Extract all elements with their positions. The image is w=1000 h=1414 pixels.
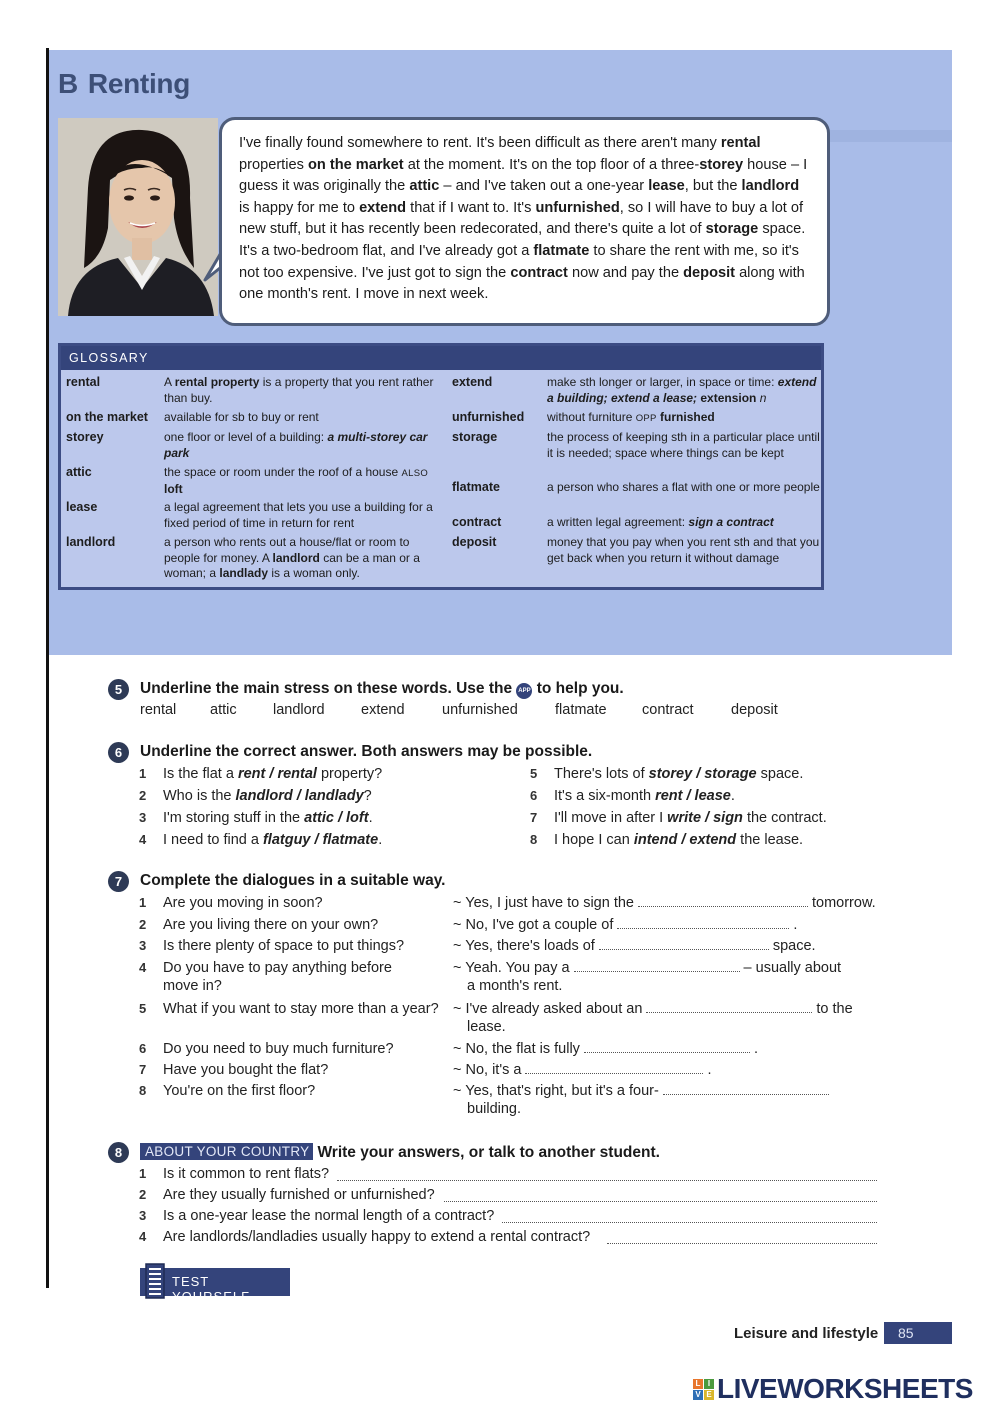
item-text: the contract. <box>742 810 827 826</box>
text-segment: that if I want to. It's <box>406 199 536 216</box>
glossary-heading: GLOSSARY <box>61 346 821 370</box>
item-sentence <box>554 787 735 805</box>
item-text: the lease. <box>736 832 804 848</box>
question-text: Are you living there on your own? <box>163 917 379 933</box>
text-segment: attic <box>409 178 440 195</box>
answer-line[interactable] <box>337 1179 877 1181</box>
item-text: . <box>368 810 373 826</box>
answer-text: ~ Yes, there's loads of <box>453 938 595 954</box>
text-segment: a person who shares a flat with one or more people <box>547 480 820 494</box>
answer-text: to the <box>816 1001 853 1017</box>
stress-word[interactable]: rental <box>140 702 177 718</box>
answer-options[interactable]: write / sign <box>667 810 743 826</box>
item-number: 5 <box>139 1001 147 1016</box>
answer-options[interactable]: attic / loft <box>304 810 369 826</box>
text-segment: now and pay the <box>567 264 684 281</box>
answer-blank[interactable] <box>617 916 789 929</box>
text-segment: unfurnished <box>535 199 620 216</box>
test-yourself-label: TEST YOURSELF <box>172 1274 251 1304</box>
glossary-term: on the market <box>66 410 148 424</box>
glossary-term: extend <box>452 375 493 389</box>
text-segment: landlord <box>272 550 320 565</box>
item-number: 6 <box>139 1041 147 1056</box>
question-text: What if you want to stay more than a year? <box>163 1001 439 1017</box>
text-segment: A <box>164 375 175 389</box>
text-segment: extension <box>700 390 757 405</box>
exercise-8-title <box>140 1143 660 1162</box>
text-segment: money that you pay when you rent sth and that you get back when you return it without damage <box>547 535 820 565</box>
text-segment: , but the <box>684 178 742 195</box>
answer-blank[interactable] <box>663 1082 829 1095</box>
answer-line[interactable] <box>444 1200 877 1202</box>
stress-word[interactable]: unfurnished <box>442 702 518 718</box>
item-number: 7 <box>139 1062 147 1077</box>
text-segment: deposit <box>683 264 736 281</box>
glossary-term: contract <box>452 515 502 529</box>
exercise-7-answer <box>453 937 816 955</box>
text-segment: OPP <box>635 413 657 424</box>
question-text: Are landlords/landladies usually happy to extend a rental contract? <box>163 1229 591 1245</box>
question-text: Is it common to rent flats? <box>163 1166 330 1182</box>
app-icon[interactable]: APP <box>516 683 532 699</box>
footer-section-label: Leisure and lifestyle <box>734 1325 879 1342</box>
item-number: 3 <box>139 1208 147 1223</box>
item-text: space. <box>756 766 804 782</box>
exercise-7-answer <box>453 916 797 934</box>
speech-text <box>239 133 813 306</box>
answer-options[interactable]: rent / rental <box>237 766 317 782</box>
question-text: Is a one-year lease the normal length of a contract? <box>163 1208 495 1224</box>
question-text: Are you moving in soon? <box>163 895 323 911</box>
glossary-term: storage <box>452 430 498 444</box>
exercise-8-number: 8 <box>108 1142 129 1163</box>
answer-text: ~ No, I've got a couple of <box>453 917 614 933</box>
glossary-definition <box>547 480 821 496</box>
glossary-definition <box>164 430 436 461</box>
item-text: It's a six-month <box>554 788 656 804</box>
item-sentence <box>554 809 827 827</box>
text-segment: space. It's a two-bedroom flat, and I've already got a <box>239 221 806 259</box>
stress-word[interactable]: attic <box>210 702 237 718</box>
liveworksheets-logo <box>693 1374 973 1404</box>
text-segment: available for sb to buy or rent <box>164 410 319 424</box>
item-text: I'm storing stuff in the <box>163 810 305 826</box>
exercise-7-answer <box>453 1061 711 1079</box>
answer-blank[interactable] <box>584 1040 750 1053</box>
glossary-term: rental <box>66 375 101 389</box>
glossary-definition <box>164 375 436 406</box>
stress-word[interactable]: flatmate <box>555 702 607 718</box>
question-text: Do you have to pay anything before <box>163 960 392 976</box>
item-number: 3 <box>139 938 147 953</box>
text-segment: a multi-storey car park <box>164 430 428 460</box>
glossary-definition <box>164 535 436 582</box>
text-segment: at the moment. It's on the top floor of a three- <box>403 156 700 173</box>
text-segment: rental <box>720 135 761 151</box>
exercise-8-title-text: Write your answers, or talk to another student. <box>317 1144 660 1161</box>
stress-word[interactable]: landlord <box>273 702 325 718</box>
item-number: 1 <box>139 1166 147 1181</box>
item-text: . <box>730 788 735 804</box>
text-segment: n <box>756 390 767 405</box>
text-segment: a legal agreement that lets you use a building for a fixed period of time in return for rent <box>164 500 433 530</box>
exercise-7-answer-cont: a month's rent. <box>467 978 563 994</box>
answer-text: ~ I've already asked about an <box>453 1001 643 1017</box>
text-segment: flatmate <box>533 242 590 259</box>
question-text: Are they usually furnished or unfurnished? <box>163 1187 435 1203</box>
exercise-5-title-a: Underline the main stress on these words. Use the <box>140 680 513 697</box>
answer-options[interactable]: rent / lease <box>655 788 731 804</box>
text-segment: is a woman only. <box>268 566 360 580</box>
text-segment: to share the rent with me, so it's not too expensive. I've just got to sign the <box>239 242 799 281</box>
answer-text: ~ Yes, that's right, but it's a four- <box>453 1083 659 1099</box>
exercise-6-number: 6 <box>108 742 129 763</box>
question-text: Do you need to buy much furniture? <box>163 1041 394 1057</box>
answer-text: . <box>753 1041 758 1057</box>
text-segment: can be a man or a woman; a <box>164 550 420 580</box>
item-number: 8 <box>530 832 538 847</box>
text-segment: is happy for me to <box>239 199 360 216</box>
glossary-term: flatmate <box>452 480 500 494</box>
exercise-7-answer <box>453 959 841 977</box>
answer-blank[interactable] <box>525 1061 703 1074</box>
text-segment: rental property <box>174 375 260 389</box>
item-number: 2 <box>139 917 147 932</box>
woman-photo <box>58 118 218 316</box>
item-text: Is the flat a <box>163 766 238 782</box>
answer-text: ~ Yes, I just have to sign the <box>453 895 634 911</box>
answer-blank[interactable] <box>638 894 808 907</box>
notebook-icon <box>144 1262 166 1300</box>
exercise-5-number: 5 <box>108 679 129 700</box>
item-text: I'll move in after I <box>554 810 668 826</box>
answer-text: space. <box>772 938 816 954</box>
stress-word[interactable]: contract <box>642 702 694 718</box>
item-number: 1 <box>139 766 147 781</box>
question-text: Have you bought the flat? <box>163 1062 329 1078</box>
item-text: property? <box>316 766 383 782</box>
text-segment: landlord <box>741 178 800 195</box>
section-title-text: Renting <box>87 68 191 99</box>
glossary-definition <box>164 465 436 497</box>
glossary-definition <box>547 535 821 566</box>
glossary-definition <box>547 375 821 406</box>
glossary-definition <box>547 515 821 531</box>
section-title <box>58 68 190 100</box>
text-segment: I've finally found somewhere to rent. It's been difficult as there aren't many <box>239 135 721 151</box>
item-text: Who is the <box>163 788 236 804</box>
text-segment: a person who rents out a house/flat or room to people for money. A <box>164 535 410 565</box>
glossary-box <box>58 343 824 590</box>
answer-text: tomorrow. <box>811 895 876 911</box>
item-number: 4 <box>139 1229 147 1244</box>
item-number: 8 <box>139 1083 147 1098</box>
text-segment: the space or room under the roof of a house <box>164 465 402 479</box>
glossary-definition <box>164 410 436 426</box>
text-segment: furnished <box>660 410 715 424</box>
glossary-term: attic <box>66 465 92 479</box>
text-segment: a written legal agreement: <box>547 515 689 529</box>
text-segment: the process of keeping sth in a particular place until it is needed; space where things can be kept <box>547 430 820 460</box>
about-your-country-tag: ABOUT YOUR COUNTRY <box>140 1143 313 1160</box>
text-segment: properties <box>239 156 308 173</box>
text-segment: lease <box>648 178 685 195</box>
answer-text: ~ Yeah. You pay a <box>453 960 570 976</box>
glossary-term: lease <box>66 500 98 514</box>
exercise-7-number: 7 <box>108 871 129 892</box>
text-segment: is a property that you rent rather than buy. <box>164 375 434 405</box>
glossary-term: storey <box>66 430 104 444</box>
text-segment: sign a contract <box>688 515 774 529</box>
text-segment: landlady <box>219 566 269 580</box>
item-text: I need to find a <box>163 832 263 848</box>
text-segment: storage <box>705 221 759 238</box>
speech-bubble <box>219 117 830 326</box>
text-segment: without furniture <box>547 410 636 424</box>
answer-text: . <box>793 917 798 933</box>
answer-options[interactable]: storey / storage <box>648 766 757 782</box>
item-text: ? <box>363 788 372 804</box>
text-segment: storey <box>699 156 744 173</box>
text-segment: ALSO <box>401 468 429 479</box>
text-segment: loft <box>164 481 183 496</box>
page-number: 85 <box>884 1322 952 1344</box>
stress-word[interactable]: extend <box>361 702 405 718</box>
exercise-7-answer-cont: lease. <box>467 1019 506 1035</box>
glossary-term: unfurnished <box>452 410 525 424</box>
exercise-7-title: Complete the dialogues in a suitable way. <box>140 872 446 889</box>
text-segment: on the market <box>307 156 404 173</box>
text-segment: extend a building; extend a lease; <box>547 375 817 405</box>
item-sentence <box>554 765 803 783</box>
exercise-5-title-b: to help you. <box>536 680 624 697</box>
item-number: 5 <box>530 766 538 781</box>
test-yourself-button[interactable] <box>140 1268 290 1304</box>
text-segment: make sth longer or larger, in space or time: <box>547 375 778 389</box>
exercise-6-title: Underline the correct answer. Both answers may be possible. <box>140 743 593 760</box>
item-text: I hope I can <box>554 832 634 848</box>
item-number: 3 <box>139 810 147 825</box>
answer-text: – usually about <box>743 960 842 976</box>
stress-word[interactable]: deposit <box>731 702 778 718</box>
answer-line[interactable] <box>607 1242 877 1244</box>
section-letter: B <box>58 68 78 99</box>
exercise-7-answer <box>453 1082 833 1100</box>
exercise-7-answer <box>453 894 876 912</box>
glossary-term: landlord <box>66 535 116 549</box>
item-text: . <box>378 832 383 848</box>
item-number: 2 <box>139 1187 147 1202</box>
question-text: You're on the first floor? <box>163 1083 316 1099</box>
item-sentence <box>554 831 803 849</box>
item-sentence <box>163 831 382 849</box>
exercise-7-answer <box>453 1040 758 1058</box>
text-segment: along with one month's rent. I move in next week. <box>239 264 805 303</box>
glossary-definition <box>547 430 821 461</box>
answer-options[interactable]: landlord / landlady <box>235 788 364 804</box>
item-sentence <box>163 765 382 783</box>
answer-options[interactable]: intend / extend <box>633 832 737 848</box>
item-number: 7 <box>530 810 538 825</box>
text-segment: , so I will have to buy a lot of new stuff, but it has recently been redecorated, and there's quite a lot of <box>239 199 804 238</box>
answer-blank[interactable] <box>646 1000 812 1013</box>
exercise-7-question-cont: move in? <box>163 978 222 994</box>
item-number: 2 <box>139 788 147 803</box>
item-sentence <box>163 787 372 805</box>
logo-text: LIVEWORKSHEETS <box>717 1373 973 1404</box>
glossary-term: deposit <box>452 535 497 549</box>
answer-options[interactable]: flatguy / flatmate <box>262 832 379 848</box>
text-segment: house – I guess it was originally the <box>239 156 808 195</box>
item-number: 4 <box>139 832 147 847</box>
answer-blank[interactable] <box>574 959 740 972</box>
item-number: 6 <box>530 788 538 803</box>
text-segment: – and I've taken out a one-year <box>439 178 649 195</box>
answer-text: ~ No, it's a <box>453 1062 522 1078</box>
exercise-5-title <box>140 680 624 699</box>
exercise-7-answer <box>453 1000 853 1018</box>
item-sentence <box>163 809 373 827</box>
question-text: Is there plenty of space to put things? <box>163 938 405 954</box>
answer-text: . <box>707 1062 712 1078</box>
item-number: 4 <box>139 960 147 975</box>
glossary-definition <box>164 500 436 531</box>
text-segment: contract <box>510 264 568 281</box>
text-segment: extend <box>359 199 407 216</box>
logo-squares-icon: L I V E <box>693 1379 714 1400</box>
text-segment: one floor or level of a building: <box>164 430 328 444</box>
answer-text: ~ No, the flat is fully <box>453 1041 580 1057</box>
answer-blank[interactable] <box>599 937 769 950</box>
item-number: 1 <box>139 895 147 910</box>
answer-line[interactable] <box>502 1221 877 1223</box>
item-text: There's lots of <box>554 766 649 782</box>
exercise-7-answer-cont: building. <box>467 1101 522 1117</box>
glossary-definition <box>547 410 821 427</box>
